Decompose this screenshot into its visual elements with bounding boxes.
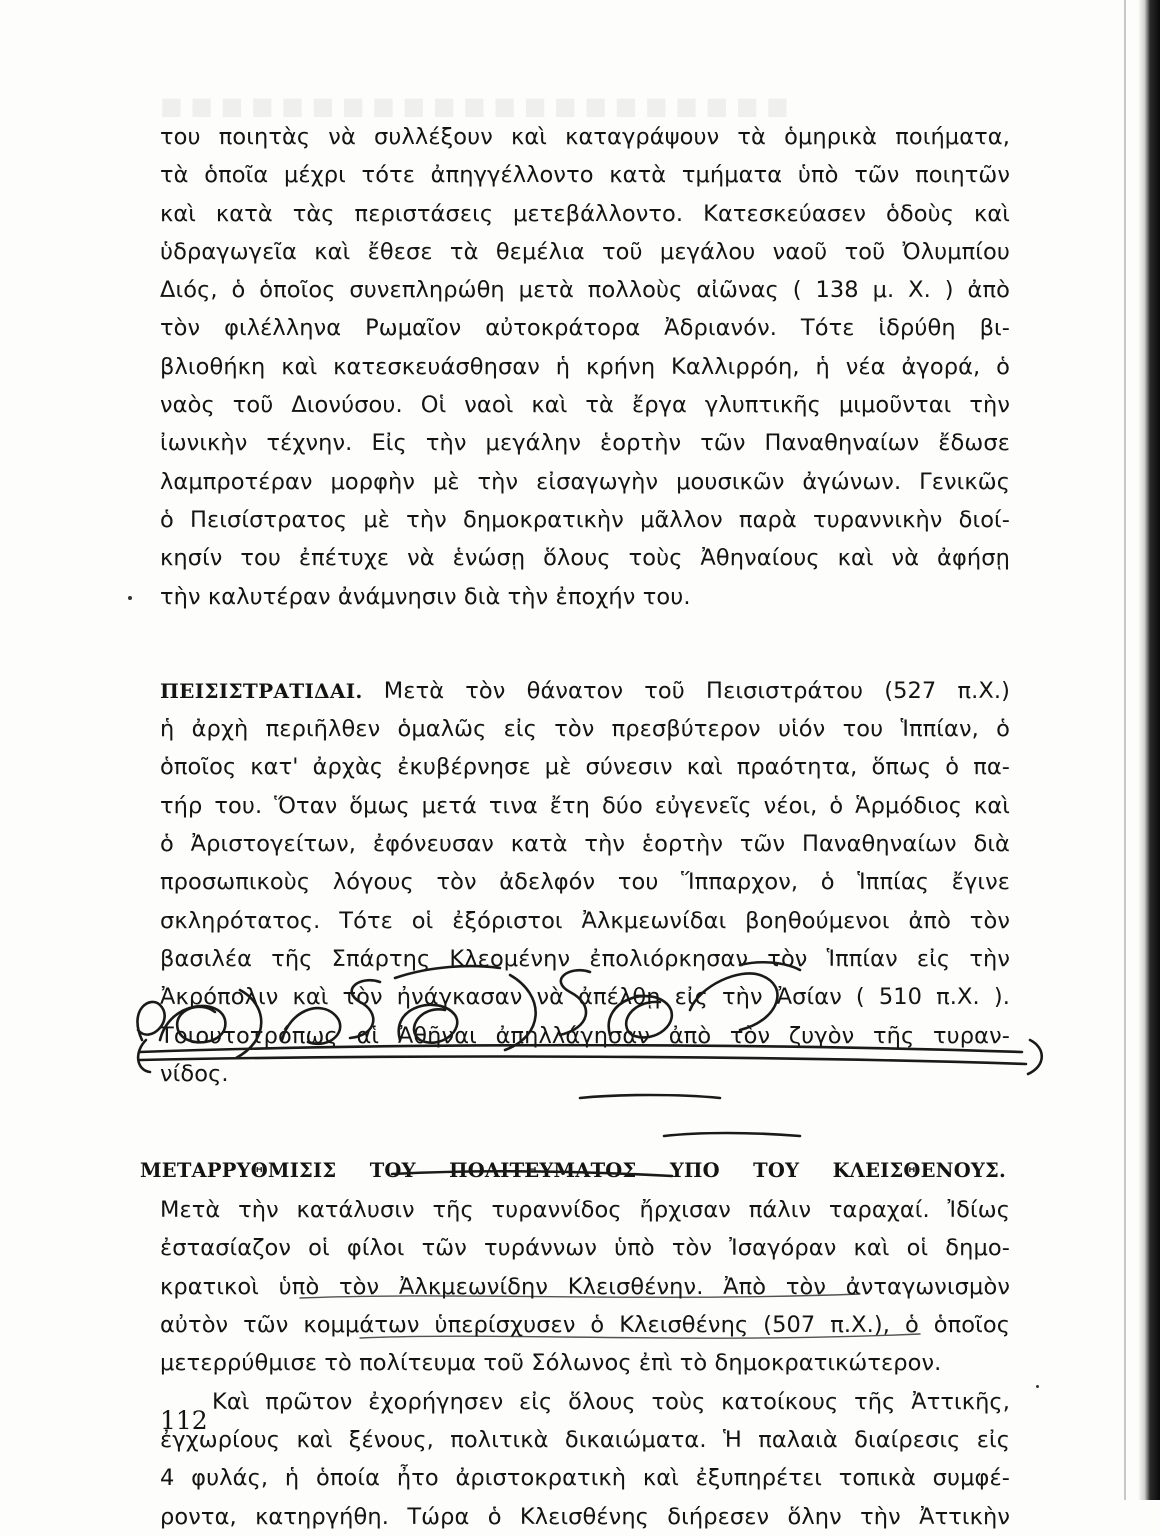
heading-bracket-left	[138, 1040, 150, 1072]
text-line: βλιοθήκη καὶ κατεσκευάσθησαν ἡ κρήνη Καλλιρρόη, ἡ νέα ἀγορά, ὁ	[160, 353, 1010, 380]
text-line-indented: Καὶ πρῶτον ἐχορήγησεν εἰς ὅλους τοὺς κατοίκους τῆς Ἀττικῆς,	[212, 1388, 1010, 1415]
text-line: Ἀκρόπολιν καὶ τὸν ἠνάγκασαν νὰ ἀπέλθῃ εἰς τὴν Ἀσίαν ( 510 π.Χ. ).	[160, 984, 1010, 1011]
section-heading-kleisthenes: ΜΕΤΑΡΡΥΘΜΙΣΙΣ ΤΟΥ ΠΟΛΙΤΕΥΜΑΤΟΣ ΥΠΟ ΤΟΥ ΚΛΕΙΣΘΕΝΟΥΣ.	[140, 1159, 1006, 1183]
text-line: κρατικοὶ ὑπὸ τὸν Ἀλκμεωνίδην Κλεισθένην. Ἀπὸ τὸν ἀνταγωνισμὸν	[160, 1273, 1010, 1300]
text-line: Τοιουτοτρόπως αἱ Ἀθῆναι ἀπηλλάγησαν ἀπὸ τὸν ζυγὸν τῆς τυραν-	[160, 1022, 1010, 1049]
text-line: 4 φυλάς, ἡ ὁποία ἦτο ἀριστοκρατικὴ καὶ ἐξυπηρέτει τοπικὰ συμφέ-	[160, 1465, 1010, 1492]
text-line: ἐστασίαζον οἱ φίλοι τῶν τυράννων ὑπὸ τὸν Ἰσαγόραν καὶ οἱ δημο-	[160, 1235, 1010, 1262]
ink-speck	[1036, 1385, 1039, 1388]
text-line: ὁποῖος κατ' ἀρχὰς ἐκυβέρνησε μὲ σύνεσιν καὶ πραότητα, ὅπως ὁ πα-	[160, 754, 1010, 781]
inline-heading-peisistratidai: ΠΕΙΣΙΣΤΡΑΤΙΔΑΙ.	[160, 678, 363, 703]
text-line: ὑδραγωγεῖα καὶ ἔθεσε τὰ θεμέλια τοῦ μεγάλου ναοῦ τοῦ Ὀλυμπίου	[160, 238, 1010, 265]
text-line: προσωπικοὺς λόγους τὸν ἀδελφόν του Ἵππαρχον, ὁ Ἱππίας ἔγινε	[160, 869, 1010, 896]
text-line: αὐτὸν τῶν κομμάτων ὑπερίσχυσεν ὁ Κλεισθένης (507 π.Χ.), ὁ ὁποῖος	[160, 1312, 1010, 1339]
text-line: κησίν του ἐπέτυχε νὰ ἑνώσῃ ὅλους τοὺς Ἀθηναίους καὶ νὰ ἀφήσῃ	[160, 545, 1010, 572]
text-line: ναὸς τοῦ Διονύσου. Οἱ ναοὶ καὶ τὰ ἔργα γλυπτικῆς μιμοῦνται τὴν	[160, 392, 1010, 419]
text-line-with-heading	[160, 672, 1010, 710]
text-line: σκληρότατος. Τότε οἱ ἐξόριστοι Ἀλκμεωνίδαι βοηθούμενοι ἀπὸ τὸν	[160, 907, 1010, 934]
text-line: ὁ Ἀριστογείτων, ἐφόνευσαν κατὰ τὴν ἑορτὴν τῶν Παναθηναίων διὰ	[160, 831, 1010, 858]
text-line: μετερρύθμισε τὸ πολίτευμα τοῦ Σόλωνος ἐπὶ τὸ δημοκρατικώτερον.	[160, 1350, 942, 1377]
book-binding-edge	[1138, 0, 1160, 1500]
text-line: Μετὰ τὴν κατάλυσιν τῆς τυραννίδος ἤρχισαν πάλιν ταραχαί. Ἰδίως	[160, 1197, 1010, 1224]
paragraph-peisistratos-achievements	[160, 118, 1010, 616]
text-line: ὁ Πεισίστρατος μὲ τὴν δημοκρατικὴν μᾶλλον παρὰ τυραννικὴν διοί-	[160, 506, 1010, 533]
ink-speck	[128, 596, 132, 600]
text-line: τὸν φιλέλληνα Ρωμαῖον αὐτοκράτορα Ἀδριανόν. Τότε ἱδρύθη βι-	[160, 315, 1010, 342]
text-line: του ποιητὰς νὰ συλλέξουν καὶ καταγράψουν τὰ ὁμηρικὰ ποιήματα,	[160, 124, 1010, 150]
binding-fold-line	[1124, 0, 1126, 1500]
text-line: ἰωνικὴν τέχνην. Εἰς τὴν μεγάλην ἑορτὴν τῶν Παναθηναίων ἔδωσε	[160, 430, 1010, 457]
paragraph-peisistratidai	[160, 672, 1010, 1093]
page-number: 112	[160, 1406, 208, 1435]
main-text	[140, 118, 1010, 1536]
text-line: Διός, ὁ ὁποῖος συνεπληρώθη μετὰ πολλοὺς αἰῶνας ( 138 μ. Χ. ) ἀπὸ	[160, 277, 1010, 304]
text-line: ροντα, κατηργήθη. Τώρα ὁ Κλεισθένης διήρεσεν ὅλην τὴν Ἀττικὴν	[160, 1503, 1010, 1530]
text-line: καὶ κατὰ τὰς περιστάσεις μετεβάλλοντο. Κατεσκεύασεν ὁδοὺς καὶ	[160, 200, 1010, 227]
paragraph-gap	[160, 1093, 1010, 1151]
text-line-rest: Μετὰ τὸν θάνατον τοῦ Πεισιστράτου (527 π.Χ.)	[383, 677, 1010, 704]
text-line: ἐγχωρίους καὶ ξένους, πολιτικὰ δικαιώματα. Ἡ παλαιὰ διαίρεσις εἰς	[160, 1426, 1010, 1453]
paragraph-gap	[160, 616, 1010, 672]
text-line: τὴν καλυτέραν ἀνάμνησιν διὰ τὴν ἐποχήν του.	[160, 583, 691, 610]
text-line: ἡ ἀρχὴ περιῆλθεν ὁμαλῶς εἰς τὸν πρεσβύτερον υἱόν του Ἱππίαν, ὁ	[160, 716, 1010, 743]
heading-bracket-right	[1028, 1040, 1042, 1074]
text-line: τὰ ὁποῖα μέχρι τότε ἀπηγγέλλοντο κατὰ τμήματα ὑπὸ τῶν ποιητῶν	[160, 162, 1010, 189]
text-line: βασιλέα τῆς Σπάρτης Κλεομένην ἐπολιόρκησαν τὸν Ἱππίαν εἰς τὴν	[160, 945, 1010, 972]
bleed-through-ghost: ■ ■ ■ ■ ■ ■ ■ ■ ■ ■ ■ ■ ■ ■ ■ ■ ■ ■ ■ ■ ■	[160, 92, 789, 120]
text-line: τήρ του. Ὅταν ὅμως μετά τινα ἔτη δύο εὐγενεῖς νέοι, ὁ Ἁρμόδιος καὶ	[160, 792, 1010, 819]
text-line: λαμπροτέραν μορφὴν μὲ τὴν εἰσαγωγὴν μουσικῶν ἀγώνων. Γενικῶς	[160, 468, 1010, 495]
text-line: νίδος.	[160, 1060, 229, 1087]
section-kleisthenes-reform	[140, 1151, 1010, 1536]
